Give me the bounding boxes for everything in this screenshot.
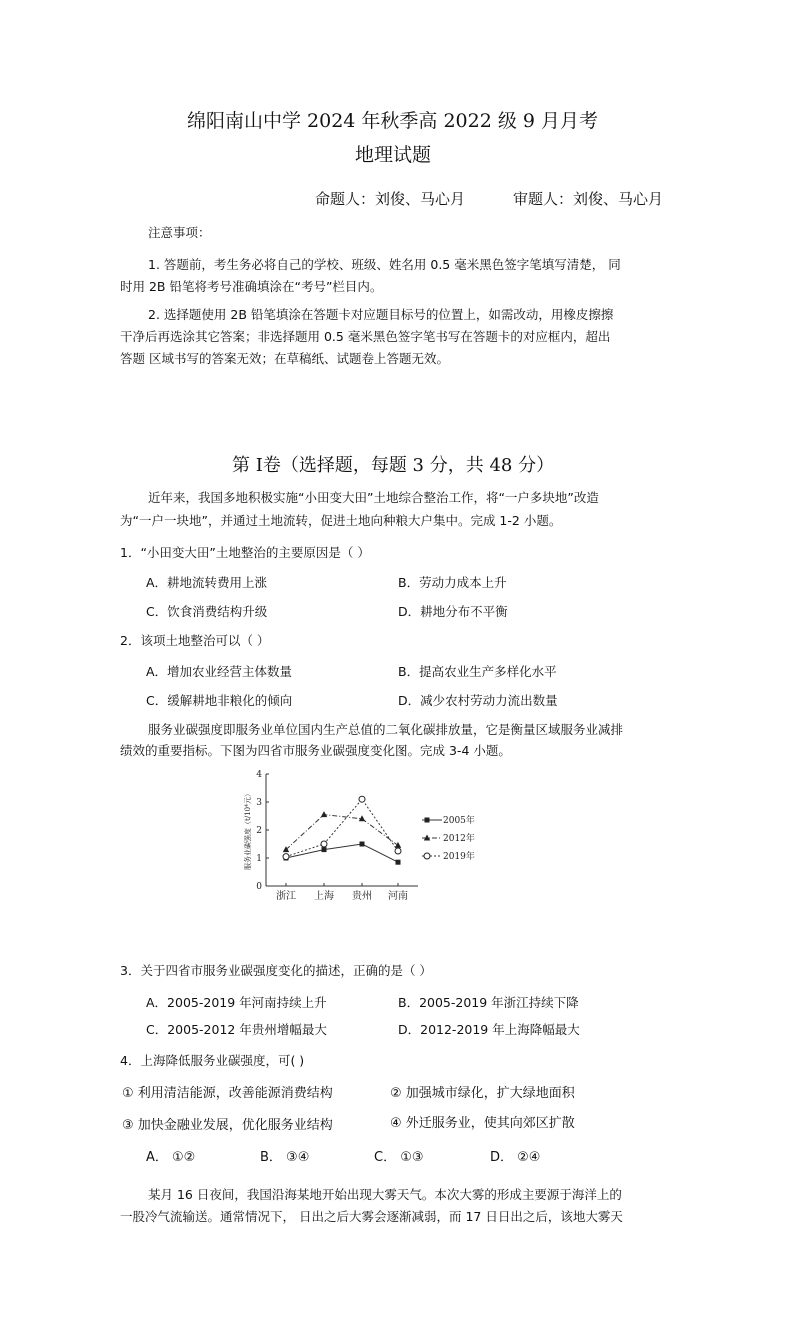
q3-stem: 3．关于四省市服务业碳强度变化的描述，正确的是（ ） <box>120 963 432 978</box>
notice-heading: 注意事项： <box>148 225 211 240</box>
data-point-square <box>322 847 327 852</box>
data-point-circle <box>283 854 289 860</box>
y-tick-label: 2 <box>256 826 262 836</box>
data-point-square <box>360 842 365 847</box>
series-line-0 <box>286 844 398 862</box>
legend-label: 2019年 <box>443 852 475 862</box>
y-tick-label: 1 <box>256 854 262 864</box>
q4-option-c[interactable]: C． ①③ <box>374 1150 424 1165</box>
passage1-line2: 为“一户一块地”，并通过土地流转，促进土地向种粮大户集中。完成 1-2 小题。 <box>120 513 562 528</box>
notice-item2-line3: 答题 区域书写的答案无效；在草稿纸、试题卷上答题无效。 <box>120 351 449 366</box>
legend-label: 2005年 <box>443 816 475 826</box>
data-point-square <box>425 818 430 823</box>
notice-item1-line1: 1. 答题前，考生务必将自己的学校、班级、姓名用 0.5 毫米黑色签字笔填写清楚， 同 <box>148 257 621 272</box>
passage2-line1: 服务业碳强度即服务业单位国内生产总值的二氧化碳排放量，它是衡量区域服务业减排 <box>148 722 624 737</box>
legend-label: 2012年 <box>443 834 475 844</box>
q1-stem: 1．“小田变大田”土地整治的主要原因是（ ） <box>120 545 370 560</box>
series-line-2 <box>286 799 398 856</box>
question-authors: 命题人：刘俊、马心月 <box>315 190 466 208</box>
q2-stem: 2．该项土地整治可以（ ） <box>120 633 270 648</box>
y-tick-label: 3 <box>256 798 262 808</box>
q3-option-b[interactable]: B．2005-2019 年浙江持续下降 <box>398 995 579 1010</box>
q3-option-a[interactable]: A．2005-2019 年河南持续上升 <box>146 995 327 1010</box>
q4-statement-3: ③ 加快金融业发展，优化服务业结构 <box>122 1118 333 1133</box>
q4-statement-4: ④ 外迁服务业，使其向郊区扩散 <box>390 1116 575 1131</box>
x-tick-label: 浙江 <box>276 891 296 902</box>
q4-option-b[interactable]: B． ③④ <box>260 1150 310 1165</box>
exam-title: 绵阳南山中学 2024 年秋季高 2022 级 9 月月考 <box>187 110 599 132</box>
q1-option-a[interactable]: A．耕地流转费用上涨 <box>146 575 268 590</box>
passage3-line1: 某月 16 日夜间，我国沿海某地开始出现大雾天气。本次大雾的形成主要源于海洋上的 <box>148 1187 622 1202</box>
series-line-1 <box>286 815 398 850</box>
carbon-intensity-chart <box>236 765 486 905</box>
notice-item2-line1: 2. 选择题使用 2B 铅笔填涂在答题卡对应题目标号的位置上，如需改动，用橡皮擦擦 <box>148 307 614 322</box>
question-reviewers: 审题人：刘俊、马心月 <box>513 190 664 208</box>
y-tick-label: 0 <box>256 882 262 892</box>
q1-option-b[interactable]: B．劳动力成本上升 <box>398 575 507 590</box>
x-tick-label: 上海 <box>314 891 334 902</box>
data-point-circle <box>321 841 327 847</box>
q2-option-d[interactable]: D．减少农村劳动力流出数量 <box>398 693 558 708</box>
data-point-circle <box>359 796 365 802</box>
data-point-circle <box>395 848 401 854</box>
data-point-square <box>396 860 401 865</box>
q4-option-d[interactable]: D． ②④ <box>490 1150 541 1165</box>
q2-option-b[interactable]: B．提高农业生产多样化水平 <box>398 664 557 679</box>
data-point-triangle <box>321 811 327 817</box>
q4-statement-2: ② 加强城市绿化，扩大绿地面积 <box>390 1086 575 1101</box>
q3-option-d[interactable]: D．2012-2019 年上海降幅最大 <box>398 1022 580 1037</box>
y-axis-label: 服务业碳强度（t/10⁴元） <box>244 790 252 870</box>
q4-option-a[interactable]: A． ①② <box>146 1150 196 1165</box>
y-tick-label: 4 <box>256 770 262 780</box>
data-point-circle <box>424 853 430 859</box>
q2-option-c[interactable]: C．缓解耕地非粮化的倾向 <box>146 693 293 708</box>
passage2-line2: 绩效的重要指标。下图为四省市服务业碳强度变化图。完成 3-4 小题。 <box>120 743 511 758</box>
notice-item1-line2: 时用 2B 铅笔将考号准确填涂在“考号”栏目内。 <box>120 279 383 294</box>
q4-statement-1: ① 利用清洁能源，改善能源消费结构 <box>122 1086 333 1101</box>
q2-option-a[interactable]: A．增加农业经营主体数量 <box>146 664 293 679</box>
exam-subtitle: 地理试题 <box>355 144 432 166</box>
q3-option-c[interactable]: C．2005-2012 年贵州增幅最大 <box>146 1022 327 1037</box>
q4-stem: 4．上海降低服务业碳强度，可( ) <box>120 1053 305 1068</box>
passage3-line2: 一股冷气流输送。通常情况下， 日出之后大雾会逐渐减弱，而 17 日日出之后，该地大雾天 <box>120 1209 623 1224</box>
x-tick-label: 贵州 <box>352 891 372 902</box>
x-tick-label: 河南 <box>388 891 408 902</box>
q1-option-c[interactable]: C．饮食消费结构升级 <box>146 604 268 619</box>
passage1-line1: 近年来，我国多地积极实施“小田变大田”土地综合整治工作，将“一户多块地”改造 <box>148 490 599 505</box>
section-title: 第 Ⅰ卷（选择题，每题 3 分，共 48 分） <box>232 455 555 476</box>
q1-option-d[interactable]: D．耕地分布不平衡 <box>398 604 508 619</box>
notice-item2-line2: 干净后再选涂其它答案；非选择题用 0.5 毫米黑色签字笔书写在答题卡的对应框内，超出 <box>120 329 611 344</box>
